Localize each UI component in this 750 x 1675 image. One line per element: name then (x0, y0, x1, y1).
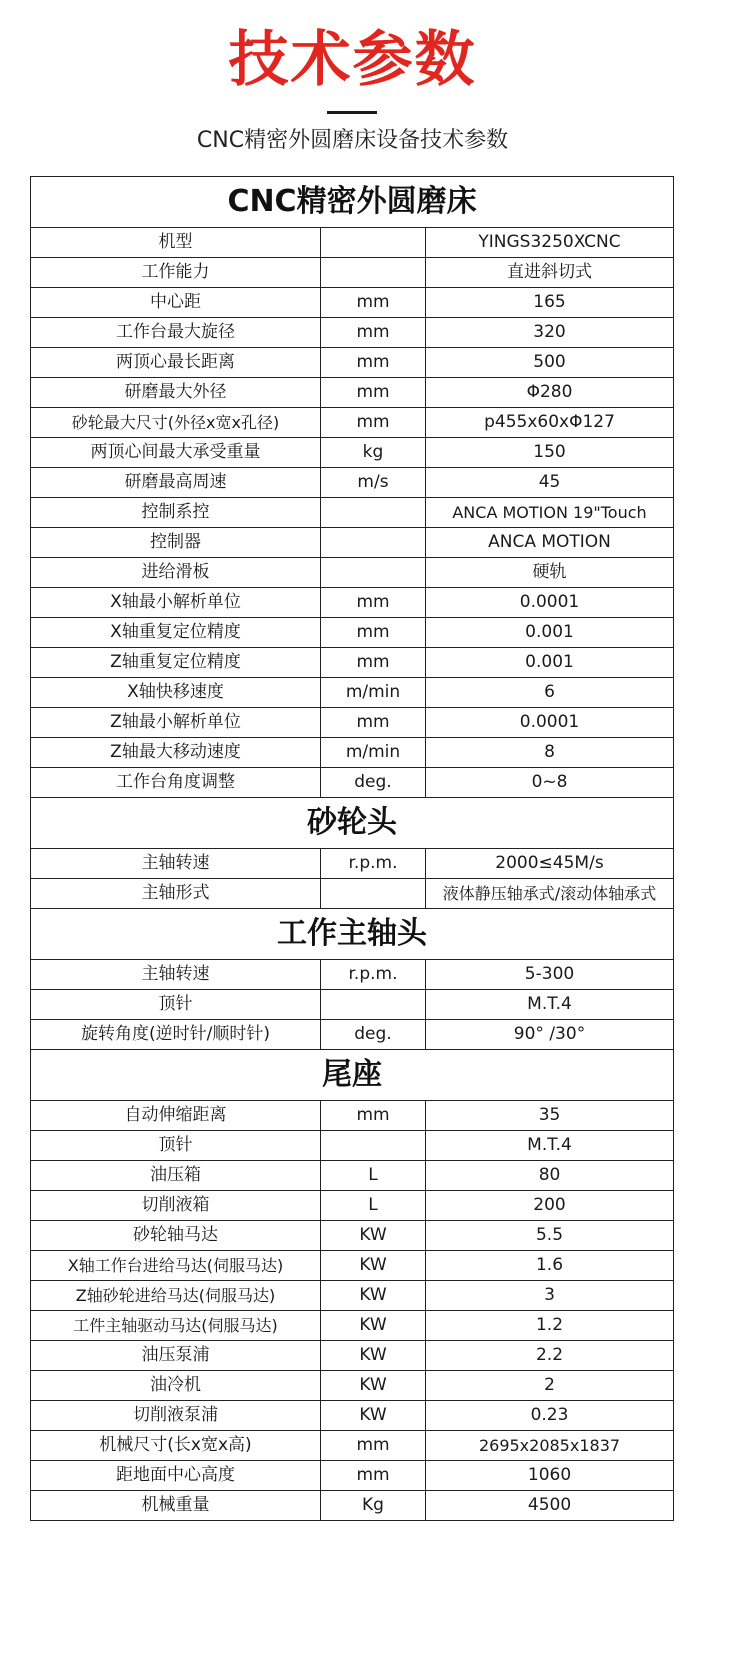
section-heading: 砂轮头 (31, 798, 674, 849)
param-unit-cell: r.p.m. (321, 849, 426, 879)
param-value-cell: p455x60xΦ127 (426, 408, 674, 438)
table-row (31, 438, 674, 468)
section-header-row (31, 177, 674, 228)
param-name-cell: 油压箱 (31, 1161, 321, 1191)
param-name-cell: 切削液泵浦 (31, 1401, 321, 1431)
param-value-cell: 0.0001 (426, 588, 674, 618)
section-heading: CNC精密外圆磨床 (31, 177, 674, 228)
param-name-cell: 旋转角度(逆时针/顺时针) (31, 1020, 321, 1050)
param-name-cell: 砂轮最大尺寸(外径x宽x孔径) (31, 408, 321, 438)
param-value-cell: 1060 (426, 1461, 674, 1491)
param-unit-cell: deg. (321, 1020, 426, 1050)
table-row (31, 1401, 674, 1431)
param-name-cell: 工件主轴驱动马达(伺服马达) (31, 1311, 321, 1341)
param-value-cell: M.T.4 (426, 990, 674, 1020)
param-value-cell: 2 (426, 1371, 674, 1401)
param-value-cell: 0~8 (426, 768, 674, 798)
param-value-cell: 80 (426, 1161, 674, 1191)
param-unit-cell (321, 879, 426, 909)
table-row (31, 558, 674, 588)
spec-table (30, 176, 674, 1521)
param-unit-cell (321, 528, 426, 558)
param-unit-cell: mm (321, 648, 426, 678)
page-subtitle: CNC精密外圆磨床设备技术参数 (196, 128, 509, 153)
param-unit-cell: L (321, 1161, 426, 1191)
param-value-cell: 0.0001 (426, 708, 674, 738)
param-name-cell: 控制系控 (31, 498, 321, 528)
param-value-cell: 5.5 (426, 1221, 674, 1251)
param-value-cell: 35 (426, 1101, 674, 1131)
param-value-cell: 硬轨 (426, 558, 674, 588)
table-row (31, 588, 674, 618)
table-row (31, 1251, 674, 1281)
table-row (31, 1371, 674, 1401)
param-name-cell: 中心距 (31, 288, 321, 318)
table-row (31, 1020, 674, 1050)
param-unit-cell: KW (321, 1341, 426, 1371)
param-name-cell: X轴重复定位精度 (31, 618, 321, 648)
param-name-cell: 工作台最大旋径 (31, 318, 321, 348)
param-unit-cell: r.p.m. (321, 960, 426, 990)
param-value-cell: 4500 (426, 1491, 674, 1521)
param-name-cell: 主轴转速 (31, 960, 321, 990)
table-row (31, 1431, 674, 1461)
table-row (31, 1311, 674, 1341)
table-row (31, 768, 674, 798)
table-row (31, 879, 674, 909)
section-heading: 尾座 (31, 1050, 674, 1101)
table-row (31, 648, 674, 678)
param-unit-cell: KW (321, 1251, 426, 1281)
param-name-cell: 油冷机 (31, 1371, 321, 1401)
table-row (31, 990, 674, 1020)
param-name-cell: 进给滑板 (31, 558, 321, 588)
table-row (31, 468, 674, 498)
param-name-cell: 两顶心间最大承受重量 (31, 438, 321, 468)
table-row (31, 738, 674, 768)
param-unit-cell (321, 558, 426, 588)
param-unit-cell: mm (321, 1461, 426, 1491)
param-unit-cell: KW (321, 1311, 426, 1341)
table-row (31, 528, 674, 558)
section-header-row (31, 1050, 674, 1101)
param-name-cell: 工作台角度调整 (31, 768, 321, 798)
table-row (31, 1131, 674, 1161)
param-name-cell: Z轴砂轮进给马达(伺服马达) (31, 1281, 321, 1311)
table-row (31, 1191, 674, 1221)
param-name-cell: 研磨最高周速 (31, 468, 321, 498)
param-value-cell: ANCA MOTION (426, 528, 674, 558)
table-row (31, 348, 674, 378)
table-row (31, 408, 674, 438)
param-value-cell: ANCA MOTION 19"Touch (426, 498, 674, 528)
param-value-cell: 液体静压轴承式/滚动体轴承式 (426, 879, 674, 909)
param-name-cell: 两顶心最长距离 (31, 348, 321, 378)
param-value-cell: 165 (426, 288, 674, 318)
table-row (31, 960, 674, 990)
param-value-cell: 2000≤45M/s (426, 849, 674, 879)
param-name-cell: 机型 (31, 228, 321, 258)
param-name-cell: 控制器 (31, 528, 321, 558)
param-unit-cell: mm (321, 1101, 426, 1131)
param-value-cell: 8 (426, 738, 674, 768)
section-header-row (31, 798, 674, 849)
param-name-cell: Z轴最小解析单位 (31, 708, 321, 738)
param-value-cell: 320 (426, 318, 674, 348)
param-value-cell: 0.001 (426, 618, 674, 648)
table-row (31, 1221, 674, 1251)
table-row (31, 1341, 674, 1371)
param-value-cell: 1.2 (426, 1311, 674, 1341)
param-value-cell: 200 (426, 1191, 674, 1221)
param-unit-cell (321, 228, 426, 258)
param-unit-cell: KW (321, 1221, 426, 1251)
param-unit-cell: mm (321, 588, 426, 618)
table-row (31, 228, 674, 258)
param-unit-cell (321, 498, 426, 528)
param-value-cell: 6 (426, 678, 674, 708)
param-name-cell: X轴工作台进给马达(伺服马达) (31, 1251, 321, 1281)
param-value-cell: M.T.4 (426, 1131, 674, 1161)
param-name-cell: Z轴最大移动速度 (31, 738, 321, 768)
param-unit-cell: mm (321, 408, 426, 438)
param-unit-cell: KW (321, 1281, 426, 1311)
param-name-cell: 研磨最大外径 (31, 378, 321, 408)
param-name-cell: X轴最小解析单位 (31, 588, 321, 618)
param-name-cell: 砂轮轴马达 (31, 1221, 321, 1251)
section-header-row (31, 909, 674, 960)
table-row (31, 1461, 674, 1491)
param-value-cell: 150 (426, 438, 674, 468)
param-unit-cell: Kg (321, 1491, 426, 1521)
param-name-cell: 机械尺寸(长x宽x高) (31, 1431, 321, 1461)
param-unit-cell (321, 1131, 426, 1161)
param-name-cell: 机械重量 (31, 1491, 321, 1521)
param-name-cell: 油压泵浦 (31, 1341, 321, 1371)
param-unit-cell: m/s (321, 468, 426, 498)
param-value-cell: 45 (426, 468, 674, 498)
param-name-cell: 切削液箱 (31, 1191, 321, 1221)
table-row (31, 1281, 674, 1311)
param-name-cell: 主轴转速 (31, 849, 321, 879)
param-value-cell: 2.2 (426, 1341, 674, 1371)
param-name-cell: 顶针 (31, 1131, 321, 1161)
param-unit-cell: mm (321, 348, 426, 378)
table-row (31, 849, 674, 879)
param-unit-cell: m/min (321, 678, 426, 708)
table-row (31, 378, 674, 408)
param-value-cell: YINGS3250XCNC (426, 228, 674, 258)
param-unit-cell (321, 990, 426, 1020)
section-heading: 工作主轴头 (31, 909, 674, 960)
table-row (31, 1101, 674, 1131)
param-unit-cell: mm (321, 708, 426, 738)
param-value-cell: 3 (426, 1281, 674, 1311)
param-unit-cell: KW (321, 1401, 426, 1431)
param-value-cell: 0.23 (426, 1401, 674, 1431)
param-value-cell: Φ280 (426, 378, 674, 408)
title-divider (327, 111, 377, 114)
table-row (31, 258, 674, 288)
param-name-cell: 距地面中心高度 (31, 1461, 321, 1491)
param-name-cell: 顶针 (31, 990, 321, 1020)
param-unit-cell: mm (321, 318, 426, 348)
param-unit-cell: deg. (321, 768, 426, 798)
page-title: 技术参数 (228, 25, 477, 95)
table-row (31, 1491, 674, 1521)
param-unit-cell: mm (321, 618, 426, 648)
param-unit-cell: L (321, 1191, 426, 1221)
param-name-cell: 主轴形式 (31, 879, 321, 909)
table-row (31, 318, 674, 348)
table-row (31, 288, 674, 318)
param-name-cell: 自动伸缩距离 (31, 1101, 321, 1131)
param-value-cell: 直进斜切式 (426, 258, 674, 288)
param-unit-cell: KW (321, 1371, 426, 1401)
param-name-cell: Z轴重复定位精度 (31, 648, 321, 678)
table-row (31, 678, 674, 708)
param-value-cell: 90° /30° (426, 1020, 674, 1050)
param-unit-cell: mm (321, 378, 426, 408)
table-row (31, 1161, 674, 1191)
param-name-cell: 工作能力 (31, 258, 321, 288)
param-value-cell: 5-300 (426, 960, 674, 990)
param-value-cell: 500 (426, 348, 674, 378)
table-row (31, 498, 674, 528)
param-value-cell: 2695x2085x1837 (426, 1431, 674, 1461)
param-unit-cell (321, 258, 426, 288)
param-value-cell: 1.6 (426, 1251, 674, 1281)
param-unit-cell: mm (321, 288, 426, 318)
param-name-cell: X轴快移速度 (31, 678, 321, 708)
table-row (31, 708, 674, 738)
table-row (31, 618, 674, 648)
param-unit-cell: kg (321, 438, 426, 468)
param-value-cell: 0.001 (426, 648, 674, 678)
param-unit-cell: m/min (321, 738, 426, 768)
param-unit-cell: mm (321, 1431, 426, 1461)
